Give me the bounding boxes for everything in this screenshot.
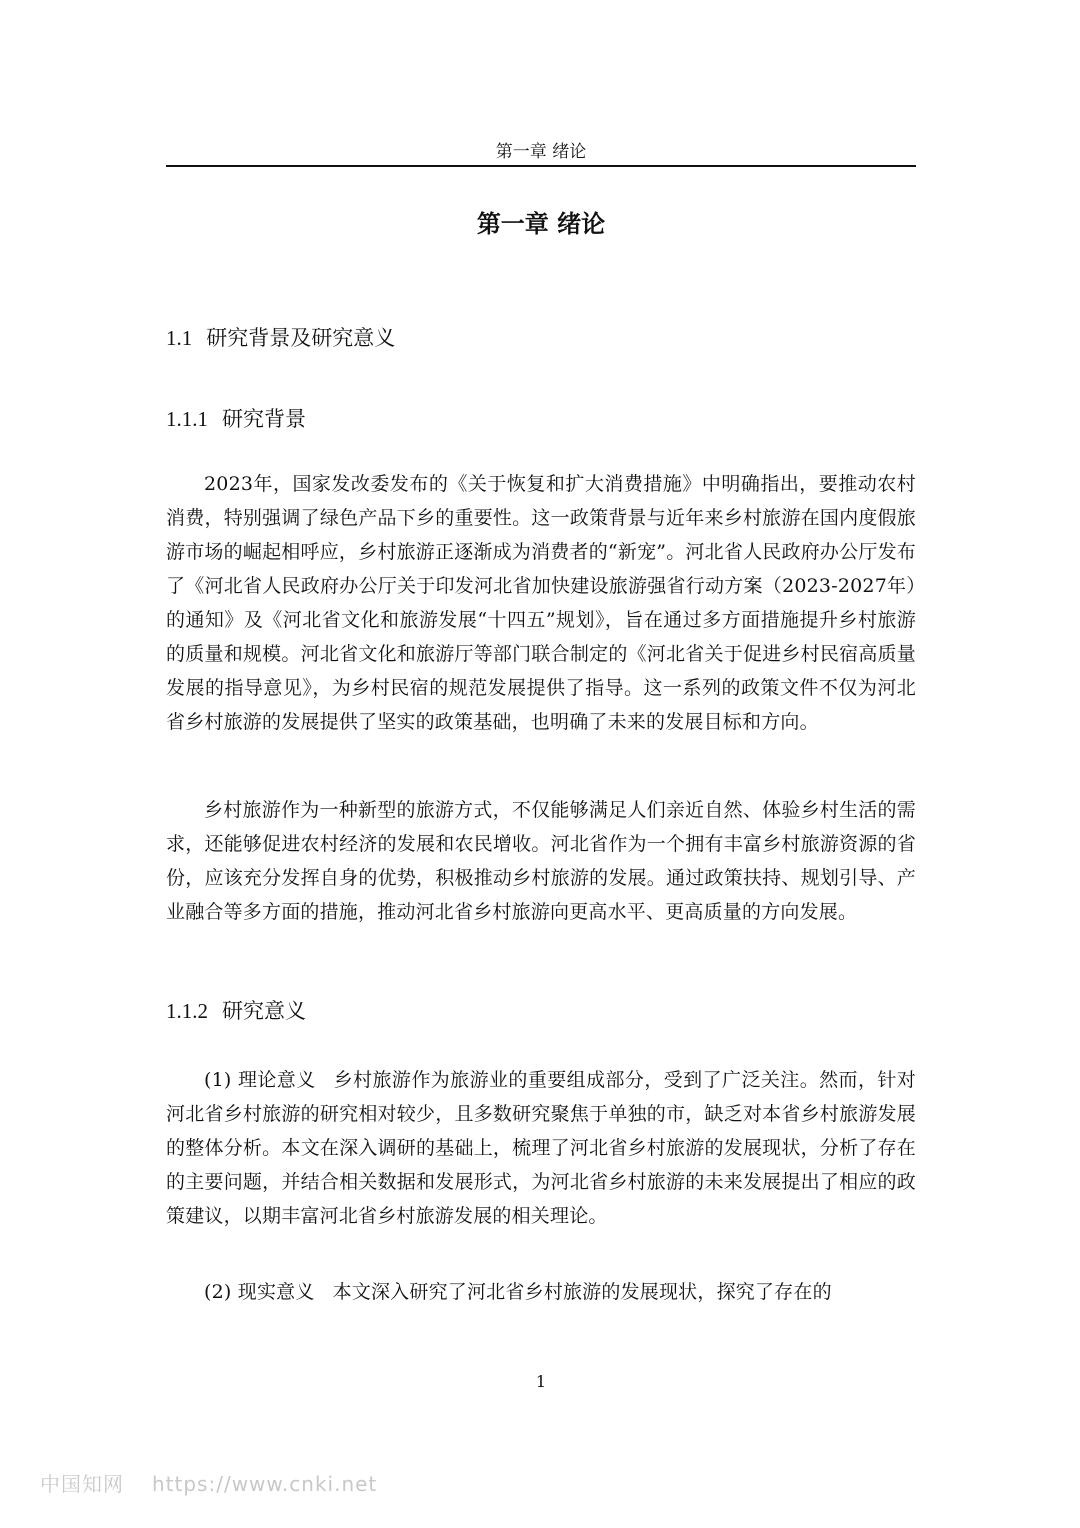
section-title: 研究意义 <box>222 999 306 1023</box>
item-lead: (1) 理论意义 <box>204 1069 316 1091</box>
section-heading-1-1 <box>166 323 395 353</box>
section-number: 1.1 <box>166 326 193 350</box>
watermark-url: https://www.cnki.net <box>152 1472 378 1496</box>
running-header: 第一章 绪论 <box>495 142 587 162</box>
item-lead: (2) 现实意义 <box>204 1281 315 1303</box>
watermark <box>40 1468 377 1497</box>
paragraph-background-1: 2023年，国家发改委发布的《关于恢复和扩大消费措施》中明确指出，要推动农村消费，特别强调了绿色产品下乡的重要性。这一政策背景与近年来乡村旅游在国内度假旅游市场的崛起相呼应，乡村旅游正逐渐成为消费者的“新宠”。河北省人民政府办公厅发布了《河北省人民政府办公厅关于印发河北省加快建设旅游强省行动方案（2023-2027年）的通知》及《河北省文化和旅游发展“十四五”规划》，旨在通过多方面措施提升乡村旅游的质量和规模。河北省文化和旅游厅等部门联合制定的《河北省关于促进乡村民宿高质量发展的指导意见》，为乡村民宿的规范发展提供了指导。这一系列的政策文件不仅为河北省乡村旅游的发展提供了坚实的政策基础，也明确了未来的发展目标和方向。 <box>166 473 916 733</box>
item-text: 本文深入研究了河北省乡村旅游的发展现状，探究了存在的 <box>332 1281 832 1303</box>
section-heading-1-1-2 <box>166 996 306 1026</box>
item-text: 乡村旅游作为旅游业的重要组成部分，受到了广泛关注。然而，针对河北省乡村旅游的研究相对较少，且多数研究聚焦于单独的市，缺乏对本省乡村旅游发展的整体分析。本文在深入调研的基础上，梳理了河北省乡村旅游的发展现状，分析了存在的主要问题，并结合相关数据和发展形式，为河北省乡村旅游的未来发展提出了相应的政策建议，以期丰富河北省乡村旅游发展的相关理论。 <box>166 1069 916 1227</box>
section-number: 1.1.1 <box>166 407 208 431</box>
page-number: 1 <box>535 1372 547 1391</box>
header-rule <box>166 165 916 167</box>
chapter-title: 第一章 绪论 <box>476 210 606 238</box>
section-number: 1.1.2 <box>166 999 208 1023</box>
section-heading-1-1-1 <box>166 404 306 434</box>
paragraph-practical-significance <box>166 1275 916 1309</box>
paragraph-theoretical-significance <box>166 1063 916 1233</box>
section-title: 研究背景 <box>222 407 306 431</box>
paragraph-background-2: 乡村旅游作为一种新型的旅游方式，不仅能够满足人们亲近自然、体验乡村生活的需求，还能够促进农村经济的发展和农民增收。河北省作为一个拥有丰富乡村旅游资源的省份，应该充分发挥自身的优势，积极推动乡村旅游的发展。通过政策扶持、规划引导、产业融合等多方面的措施，推动河北省乡村旅游向更高水平、更高质量的方向发展。 <box>166 799 916 923</box>
section-title: 研究背景及研究意义 <box>206 326 396 350</box>
watermark-brand: 中国知网 <box>40 1472 124 1496</box>
